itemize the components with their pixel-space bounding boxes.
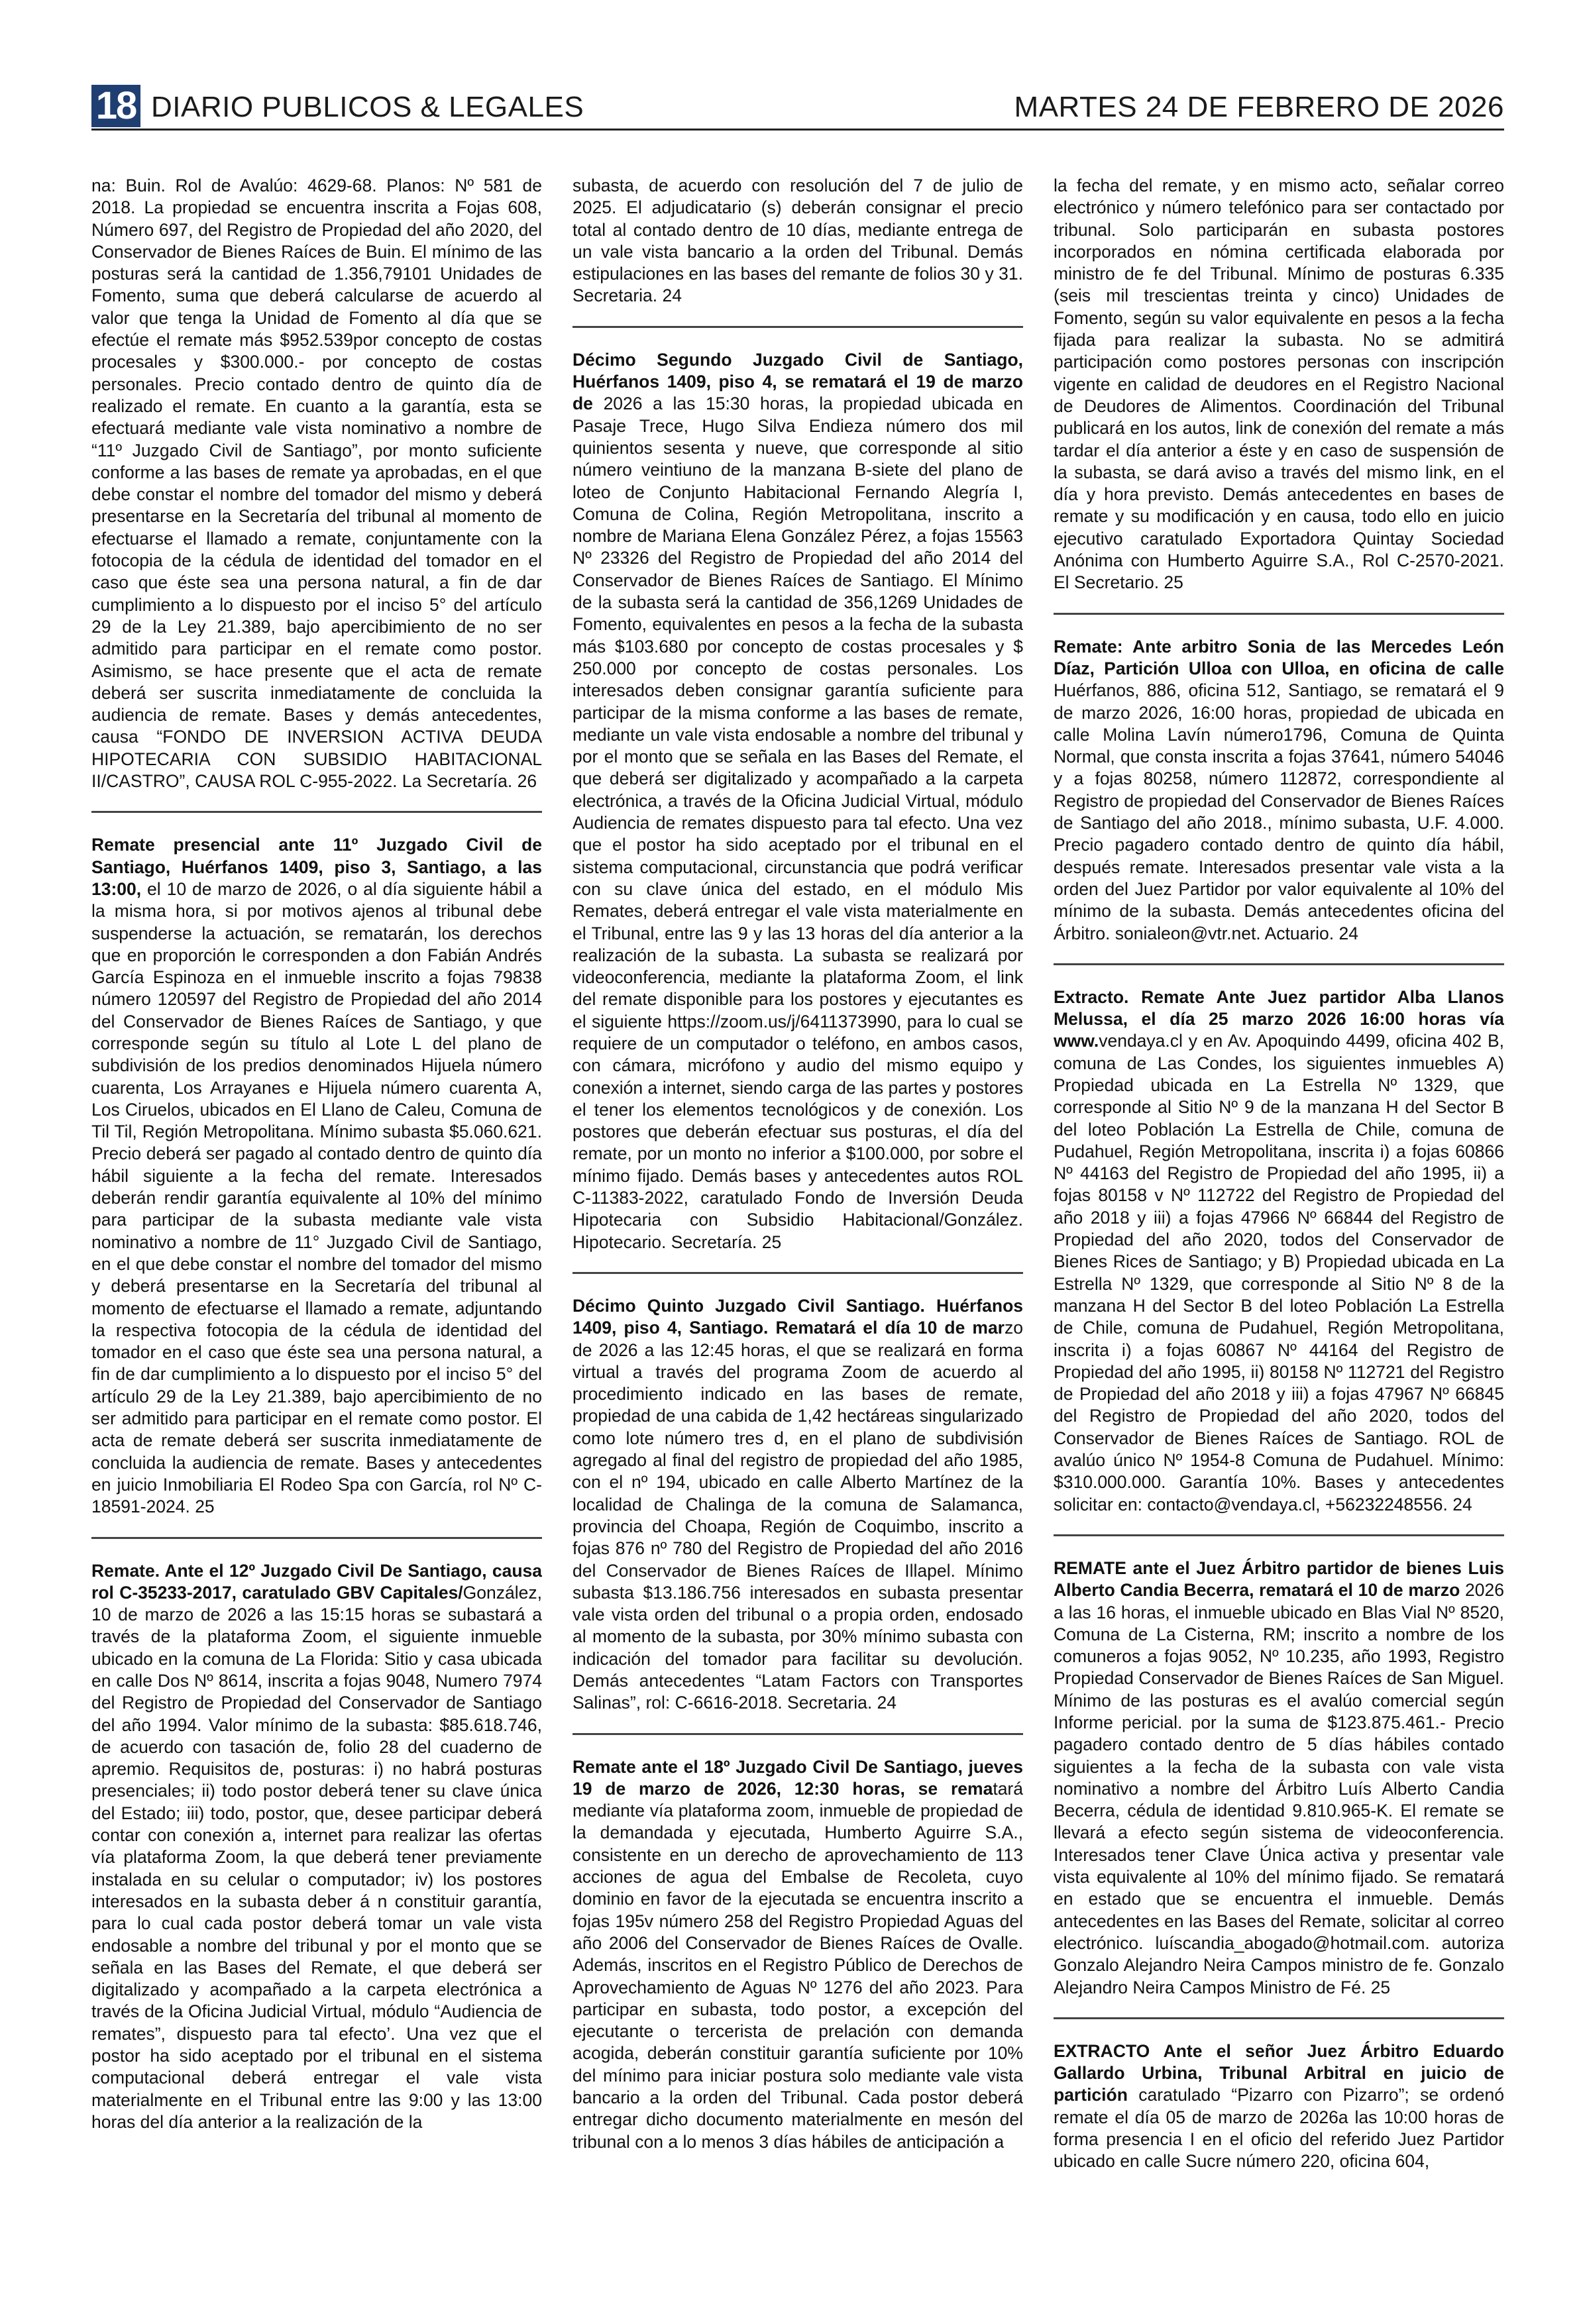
notice-heading: Remate: Ante arbitro Sonia de las Mercedes León Díaz, Partición Ulloa con Ulloa, en oficina de calle — [1054, 636, 1504, 678]
notice-body: zo de 2026 a las 12:45 horas, el que se realizará en forma virtual a través del programa Zoom de acuerdo al procedimiento indicado en las bases de remate, propiedad de una cabida de 1,42 hectáreas singularizado como lote número tres d, en el plano de subdivisión agregado al final del registro de propiedad del año 1985, con el nº 194, ubicado en calle Alberto Martínez de la localidad de Chalinga de la comuna de Salamanca, provincia del Choapa, Región de Coquimbo, inscrito a fojas 876 nº 780 del Registro de Propiedad del año 2016 del Conservador de Bienes Raíces de Illapel. Mínimo subasta $13.186.756 interesados en subasta presentar vale vista orden del tribunal o a propia orden, endosado al momento de la subasta, por 30% mínimo subasta con indicación del tomador para facilitar su devolución. Demás antecedentes “Latam Factors con Transportes Salinas”, rol: C-6616-2018. Secretaria. 24 — [572, 1318, 1023, 1713]
column-2 — [572, 175, 1023, 2305]
notice — [572, 349, 1023, 1253]
publication-date: MARTES 24 DE FEBRERO DE 2026 — [1014, 91, 1504, 123]
publication-name: DIARIO PUBLICOS & LEGALES — [151, 91, 584, 123]
notice — [1054, 636, 1504, 945]
notice — [1054, 175, 1504, 594]
notice-body: na: Buin. Rol de Avalúo: 4629-68. Planos: Nº 581 de 2018. La propiedad se encuentra inscrita a Fojas 608, Número 697, del Registro de Propiedad del año 2020, del Conservador de Bienes Raíces de Buin. El mínimo de las posturas será la cantidad de 1.356,79101 Unidades de Fomento, suma que deberá calcularse de acuerdo al valor que tenga la Unidad de Fomento al día que se efectúe el remate más $952.539por concepto de costas procesales y $300.000.- por concepto de costas personales. Precio contado dentro de quinto día de realizado el remate. En cuanto a la garantía, esta se efectuará mediante vale vista nominativo a nombre de “11º Juzgado Civil de Santiago”, por monto suficiente conforme a las bases de remate ya aprobadas, en el que debe constar el nombre del tomador del mismo y deberá presentarse en la Secretaría del tribunal al momento de efectuarse el llamado a remate, conjuntamente con la fotocopia de la cédula de identidad del tomador en el caso que éste sea una persona natural, a fin de dar cumplimiento a lo dispuesto por el inciso 5° del artículo 29 de la Ley 21.389, bajo apercibimiento de no ser admitido para participar en el remate como postor. Asimismo, se hace presente que el acta de remate deberá ser suscrita inmediatamente de concluida la audiencia de remate. Bases y demás antecedentes, causa “FONDO DE INVERSION ACTIVA DEUDA HIPOTECARIA CON SUBSIDIO HABITACIONAL II/CASTRO”, CAUSA ROL C-955-2022. La Secretaría. 26 — [91, 176, 542, 792]
notice-separator — [1054, 963, 1504, 965]
notice — [1054, 986, 1504, 1516]
notice-heading: Remate. Ante el 12º Juzgado Civil De Santiago, causa rol C-35233-2017, caratulado GBV Capitales/ — [91, 1560, 542, 1603]
notice — [1054, 2040, 1504, 2173]
notice-separator — [572, 1272, 1023, 1274]
notice — [91, 175, 542, 792]
notice-body: subasta, de acuerdo con resolución del 7 de julio de 2025. El adjudicatario (s) deberán consignar el precio total al contado dentro de 10 días, mediante entrega de un vale vista bancario a la orden del Tribunal. Demás estipulaciones en las bases del remante de folios 30 y 31. Secretaria. 24 — [572, 176, 1023, 306]
notice-separator — [572, 1733, 1023, 1735]
notice-body: caratulado “Pizarro con Pizarro”; se ordenó remate el día 05 de marzo de 2026a las 10:00 horas de forma presencia I en el oficio del referido Juez Partidor ubicado en calle Sucre número 220, oficina 604, — [1054, 2085, 1504, 2172]
notice — [572, 1295, 1023, 1715]
notice-separator — [1054, 1534, 1504, 1536]
notice — [91, 1560, 542, 2134]
notice-body: Huérfanos, 886, oficina 512, Santiago, se rematará el 9 de marzo 2026, 16:00 horas, propiedad de ubicada en calle Molina Lavín número1796, Comuna de Quinta Normal, que consta inscrita a fojas 37641, número 54046 y a fojas 80258, número 112872, correspondiente al Registro de propiedad del Conservador de Bienes Raíces de Santiago del año 2018., mínimo subasta, U.F. 4.000. Precio pagadero contado dentro de quinto día hábil, después remate. Interesados presentar vale vista a la orden del Juez Partidor por valor equivalente al 10% del mínimo de la subasta. Demás antecedentes oficina del Árbitro. sonialeon@vtr.net. Actuario. 24 — [1054, 680, 1504, 943]
notice-separator — [91, 811, 542, 813]
notice — [572, 175, 1023, 307]
notice-heading: Extracto. Remate Ante Juez partidor Alba Llanos Melussa, el día 25 marzo 2026 16:00 horas vía www. — [1054, 986, 1504, 1051]
notice-body: la fecha del remate, y en mismo acto, señalar correo electrónico y número telefónico para ser contactado por tribunal. Solo participarán en subasta postores incorporados en nómina certificada elaborada por ministro de fe del Tribunal. Mínimo de posturas 6.335 (seis mil trescientas treinta y cinco) Unidades de Fomento, según su valor equivalente en pesos a la fecha fijada para realizar la subasta. No se admitirá participación como postores personas con inscripción vigente en calidad de deudores en el Registro Nacional de Deudores de Alimentos. Coordinación del Tribunal publicará en los autos, link de conexión del remate a más tardar el día anterior a éste y en caso de suspensión de la subasta, se dará aviso a través del mismo link, en el día y hora previsto. Demás antecedentes en bases de remate y su modificación y en causa, todo ello en juicio ejecutivo caratulado Exportadora Quintay Sociedad Anónima con Humberto Aguirre S.A., Rol C-2570-2021. El Secretario. 25 — [1054, 176, 1504, 593]
notice-body: vendaya.cl y en Av. Apoquindo 4499, oficina 402 B, comuna de Las Condes, los siguientes inmuebles A) Propiedad ubicada en La Estrella Nº 1329, que corresponde al Sitio Nº 9 de la manzana H del Sector B del loteo Población La Estrella de Chile, comuna de Pudahuel, Región Metropolitana, inscrita i) a fojas 60866 Nº 44163 del Registro de Propiedad del año 1995, ii) a fojas 80158 v Nº 112722 del Registro de Propiedad del año 2018 y iii) a fojas 47966 Nº 66844 del Registro de Propiedad del año 2020, todos del Conservador de Bienes Rices de Santiago; y B) Propiedad ubicada en La Estrella Nº 1329, que corresponde al Sitio Nº 8 de la manzana H del Sector B del loteo Población La Estrella de Chile, comuna de Pudahuel, Región Metropolitana, inscrita i) a fojas 60867 Nº 44164 del Registro de Propiedad del año 1995, ii) 80158 Nº 112721 del Registro de Propiedad del año 2018 y iii) a fojas 47967 Nº 66845 del Registro de Propiedad del año 2020, todos del Conservador de Bienes Raíces de Santiago. ROL de avalúo único Nº 1954-8 Comuna de Pudahuel. Mínimo: $310.000.000. Garantía 10%. Bases y antecedentes solicitar en: contacto@vendaya.cl, +56232248556. 24 — [1054, 1031, 1504, 1514]
notice — [91, 834, 542, 1518]
notice-heading: EXTRACTO Ante el señor Juez Árbitro Eduardo Gallardo Urbina, Tribunal Arbitral en juicio de partición — [1054, 2040, 1504, 2105]
notice-heading: Remate presencial ante 11º Juzgado Civil de Santiago, Huérfanos 1409, piso 3, Santiago, a las 13:00, — [91, 835, 542, 899]
page-number: 18 — [91, 85, 140, 127]
notice-heading: Décimo Segundo Juzgado Civil de Santiago, Huérfanos 1409, piso 4, se rematará el 19 de marzo de — [572, 349, 1023, 414]
notice — [1054, 1558, 1504, 1999]
notice-separator — [572, 326, 1023, 328]
notice-heading: Remate ante el 18º Juzgado Civil De Santiago, jueves 19 de marzo de 2026, 12:30 horas, se rema — [572, 1756, 1023, 1799]
notice-body: tará mediante vía plataforma zoom, inmueble de propiedad de la demandada y ejecutada, Humberto Aguirre S.A., consistente en un derecho de aprovechamiento de 113 acciones de agua del Embalse de Recoleta, cuyo dominio en favor de la ejecutada se encuentra inscrito a fojas 195v número 258 del Registro Propiedad Aguas del año 2006 del Conservador de Bienes Raíces de Ovalle. Además, inscritos en el Registro Público de Derechos de Aprovechamiento de Aguas Nº 1276 del año 2023. Para participar en subasta, todo postor, a excepción del ejecutante o tercerista de prelación con demanda acogida, deberán constituir garantía suficiente por 10% del mínimo para iniciar postura solo mediante vale vista bancario a la orden del Tribunal. Cada postor deberá entregar dicho documento materialmente en mesón del tribunal con a lo menos 3 días hábiles de anticipación a — [572, 1778, 1023, 2152]
page-header — [91, 78, 1504, 126]
notice-heading: REMATE ante el Juez Árbitro partidor de bienes Luis Alberto Candia Becerra, rematará el 10 de marzo — [1054, 1558, 1504, 1601]
notice — [572, 1756, 1023, 2153]
column-3 — [1054, 175, 1504, 2305]
notice-separator — [1054, 613, 1504, 615]
notice-separator — [91, 1537, 542, 1539]
notice-heading: Décimo Quinto Juzgado Civil Santiago. Huérfanos 1409, piso 4, Santiago. Rematará el día 10 de mar — [572, 1295, 1023, 1338]
notice-body: el 10 de marzo de 2026, o al día siguiente hábil a la misma hora, si por motivos ajenos al tribunal debe suspenderse la actuación, se rematarán, los derechos que en proporción le corresponden a don Fabián Andrés García Espinoza en el inmueble inscrito a fojas 79838 número 120597 del Registro de Propiedad del año 2014 del Conservador de Bienes Raíces de Santiago, y que corresponde según su título al Lote L del plano de subdivisión de los predios denominados Hijuela número cuarenta, Los Arrayanes e Hijuela número cuarenta A, Los Ciruelos, ubicados en El Llano de Caleu, Comuna de Til Til, Región Metropolitana. Mínimo subasta $5.060.621. Precio deberá ser pagado al contado dentro de quinto día hábil siguiente a la fecha del remate. Interesados deberán rendir garantía equivalente al 10% del mínimo para participar de la subasta mediante vale vista nominativo a nombre de 11° Juzgado Civil de Santiago, en el que debe constar el nombre del tomador del mismo y deberá presentarse en la Secretaría del tribunal al momento de efectuarse el llamado a remate, adjuntando la respectiva fotocopia de la cédula de identidad del tomador en el caso que éste sea una persona natural, a fin de dar cumplimiento a lo dispuesto por el inciso 5° del artículo 29 de la Ley 21.389, bajo apercibimiento de no ser admitido para participar en el remate como postor. El acta de remate deberá ser suscrita inmediatamente de concluida la audiencia de remate. Bases y antecedentes en juicio Inmobiliaria El Rodeo Spa con García, rol Nº C-18591-2024. 25 — [91, 878, 542, 1517]
notice-body: 2026 a las 15:30 horas, la propiedad ubicada en Pasaje Trece, Hugo Silva Endieza número dos mil quinientos sesenta y nueve, que corresponde al sitio número veintiuno de la manzana B-siete del plano de loteo de Conjunto Habitacional Fernando Alegría I, Comuna de Colina, Región Metropolitana, inscrito a nombre de Mariana Elena González Pérez, a fojas 15563 Nº 23326 del Registro de Propiedad del año 2014 del Conservador de Bienes Raíces de Santiago. El Mínimo de la subasta será la cantidad de 356,1269 Unidades de Fomento, equivalentes en pesos a la fecha de la subasta más $103.680 por concepto de costas procesales y $ 250.000 por concepto de costas personales. Los interesados deben consignar garantía suficiente para participar de la misma conforme a las bases de remate, mediante un vale vista endosable a nombre del tribunal y por el monto que se señala en las Bases del Remate, el que deberá ser digitalizado y acompañado a la carpeta electrónica, a través de la Oficina Judicial Virtual, módulo Audiencia de remates dispuesto para tal efecto. Una vez que el postor ha sido aceptado por el tribunal en el sistema computacional, circunstancia que podrá verificar con su clave única del estado, en el módulo Mis Remates, deberá entregar el vale vista materialmente en el Tribunal, entre las 9 y las 13 horas del día anterior a la realización de la subasta. La subasta se realizará por videoconferencia, mediante la plataforma Zoom, el link del remate disponible para los postores y ejecutantes es el siguiente https://zoom.us/j/6411373990, para lo cual se requiere de un computador o teléfono, en ambos casos, con cámara, micrófono y audio del mismo equipo y conexión a internet, siendo carga de las partes y postores el tener los elementos tecnológicos y de conexión. Los postores que deberán efectuar sus posturas, el día del remate, por un monto no inferior a $100.000, por sobre el mínimo fijado. Demás bases y antecedentes autos ROL C-11383-2022, caratulado Fondo de Inversión Deuda Hipotecaria con Subsidio Habitacional/González. Hipotecario. Secretaría. 25 — [572, 394, 1023, 1252]
notice-body: González, 10 de marzo de 2026 a las 15:15 horas se subastará a través de la plataforma Zoom, el siguiente inmueble ubicado en la comuna de La Florida: Sitio y casa ubicada en calle Dos Nº 8614, inscrita a fojas 9048, Numero 7974 del Registro de Propiedad del Conservador de Santiago del año 1994. Valor mínimo de la subasta: $85.618.746, de acuerdo con tasación de, folio 28 del cuaderno de apremio. Requisitos de, posturas: i) no habrá posturas presenciales; ii) todo postor deberá tener su clave única del Estado; iii) todo, postor, que, desee participar deberá contar con conexión a, internet para realizar las ofertas vía plataforma Zoom, la que deberá tener previamente instalada en su celular o computador; iv) los postores interesados en la subasta deber á n constituir garantía, para lo cual cada postor deberá tomar un vale vista endosable a nombre del tribunal y por el monto que se señala en las Bases del Remate, el que deberá ser digitalizado y acompañado a la carpeta electrónica a través de la Oficina Judicial Virtual, módulo “Audiencia de remates”, dispuesto para tal efecto’. Una vez que el postor ha sido aceptado por el tribunal en el sistema computacional deberá entregar el vale vista materialmente en el Tribunal entre las 9:00 y las 13:00 horas del día anterior a la realización de la — [91, 1582, 542, 2132]
notice-body: 2026 a las 16 horas, el inmueble ubicado en Blas Vial Nº 8520, Comuna de La Cisterna, RM; inscrito a nombre de los comuneros a fojas 9052, Nº 10.235, año 1993, Registro Propiedad Conservador de Bienes Raíces de San Miguel. Mínimo de las posturas es el avalúo comercial según Informe pericial. por la suma de $123.875.461.- Precio pagadero contado dentro de 5 días hábiles contado siguientes a la fecha de la subasta con vale vista nominativo a nombre del Árbitro Luís Alberto Candia Becerra, cédula de identidad 9.810.965-K. El remate se llevará a efecto según sistema de videoconferencia. Interesados tener Clave Única activa y presentar vale vista equivalente al 10% del mínimo fijado. Se rematará en estado que se encuentra el inmueble. Demás antecedentes en las Bases del Remate, solicitar al correo electrónico. luíscandia_abogado@hotmail.com. autoriza Gonzalo Alejandro Neira Campos ministro de fe. Gonzalo Alejandro Neira Campos Ministro de Fé. 25 — [1054, 1580, 1504, 1997]
header-rule — [91, 129, 1504, 131]
notice-separator — [1054, 2017, 1504, 2019]
column-1 — [91, 175, 542, 2305]
